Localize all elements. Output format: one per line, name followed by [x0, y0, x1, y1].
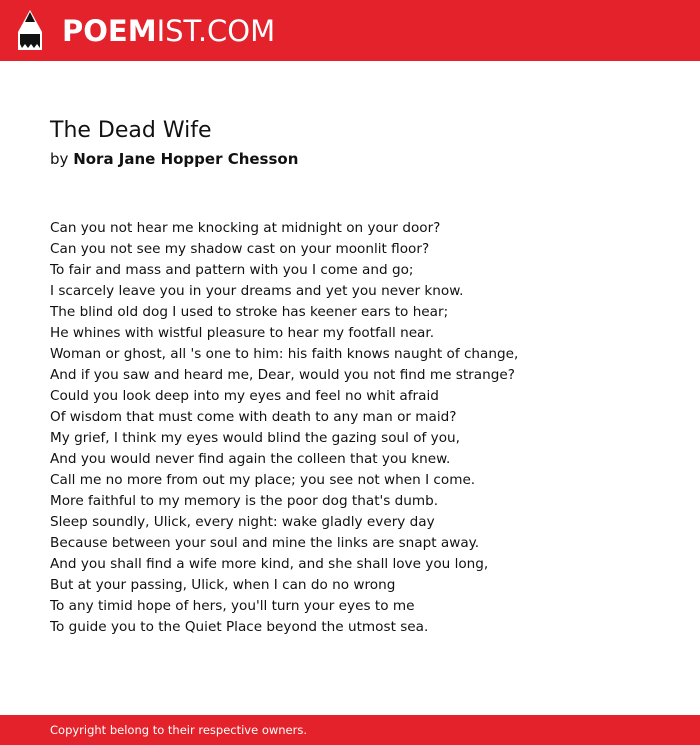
brand-light: IST.COM: [156, 14, 276, 48]
poem-line: And you shall find a wife more kind, and she shall love you long,: [50, 556, 489, 572]
poem-title: The Dead Wife: [50, 118, 212, 143]
poem-line: Can you not see my shadow cast on your moonlit floor?: [50, 241, 430, 257]
site-logo[interactable]: [62, 13, 275, 49]
poem-line: Woman or ghost, all 's one to him: his faith knows naught of change,: [50, 346, 519, 362]
poem-line: Could you look deep into my eyes and feel no whit afraid: [50, 388, 439, 404]
poem-line: Sleep soundly, Ulick, every night: wake gladly every day: [50, 514, 435, 530]
poem-body: [50, 218, 670, 638]
author-name[interactable]: Nora Jane Hopper Chesson: [73, 150, 299, 168]
site-footer: [0, 715, 700, 745]
poem-line: Call me no more from out my place; you see not when I come.: [50, 472, 476, 488]
poem-header: [50, 116, 670, 170]
poem-line: But at your passing, Ulick, when I can do no wrong: [50, 577, 396, 593]
copyright-text: Copyright belong to their respective owners.: [50, 723, 308, 737]
poem-line: I scarcely leave you in your dreams and yet you never know.: [50, 283, 464, 299]
poem-line: The blind old dog I used to stroke has keener ears to hear;: [50, 304, 449, 320]
poem-line: Can you not hear me knocking at midnight on your door?: [50, 220, 441, 236]
poem-line: To guide you to the Quiet Place beyond the utmost sea.: [50, 619, 429, 635]
poem-line: My grief, I think my eyes would blind the gazing soul of you,: [50, 430, 460, 446]
site-header: [0, 0, 700, 61]
poem-line: Because between your soul and mine the links are snapt away.: [50, 535, 480, 551]
poem-line: More faithful to my memory is the poor dog that's dumb.: [50, 493, 439, 509]
poem-line: And if you saw and heard me, Dear, would you not find me strange?: [50, 367, 515, 383]
brand-strong: POEM: [62, 14, 157, 48]
pencil-tip-icon[interactable]: [18, 10, 42, 52]
poem-line: To any timid hope of hers, you'll turn your eyes to me: [50, 598, 415, 614]
poem-line: Of wisdom that must come with death to any man or maid?: [50, 409, 457, 425]
by-label: by: [50, 150, 69, 168]
poem-line: He whines with wistful pleasure to hear my footfall near.: [50, 325, 435, 341]
poem-line: And you would never find again the colleen that you knew.: [50, 451, 451, 467]
poem-line: To fair and mass and pattern with you I come and go;: [50, 262, 414, 278]
byline: [50, 148, 670, 170]
